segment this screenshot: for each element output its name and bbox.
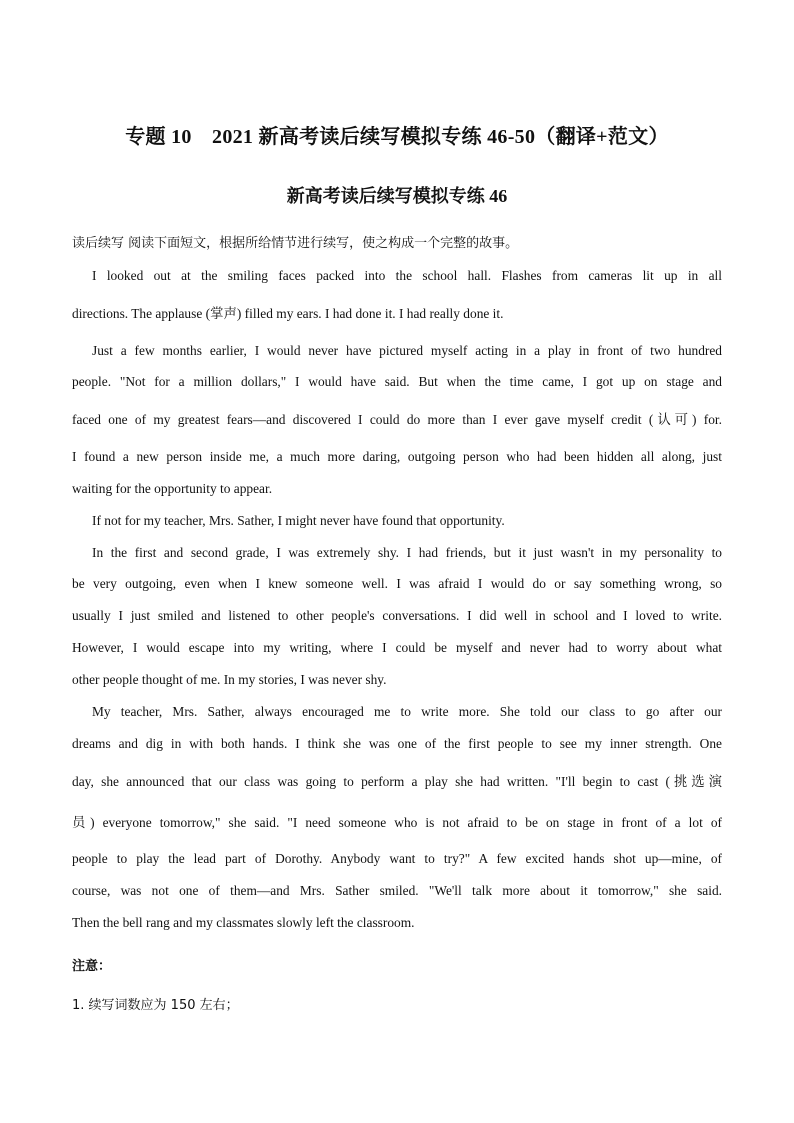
section-subtitle: 新高考读后续写模拟专练 46 — [286, 186, 508, 206]
passage-line: course, was not one of them—and Mrs. Sather smiled. "We'll talk more about it tomorrow," she said. — [72, 883, 722, 898]
passage-line: waiting for the opportunity to appear. — [72, 481, 273, 496]
passage-line: people. "Not for a million dollars," I would have said. But when the time came, I got up on stage and — [72, 374, 722, 389]
task-instruction: 读后续写 阅读下面短文，根据所给情节进行续写，使之构成一个完整的故事。 — [72, 236, 519, 251]
passage-line: people to play the lead part of Dorothy. Anybody want to try?" A few excited hands shot up—mine, of — [72, 851, 722, 866]
passage-line: dreams and dig in with both hands. I think she was one of the first people to see my inner strength. One — [72, 736, 722, 751]
passage-line: 员) everyone tomorrow," she said. "I need someone who is not afraid to be on stage in front of a lot of — [72, 815, 722, 830]
passage-line: I looked out at the smiling faces packed into the school hall. Flashes from cameras lit up in all — [92, 268, 722, 283]
passage-line: usually I just smiled and listened to other people's conversations. I did well in school and I loved to write. — [72, 608, 722, 623]
passage-line: faced one of my greatest fears—and discovered I could do more than I ever gave myself credit (认可) for. — [72, 412, 722, 427]
passage-line: other people thought of me. In my stories, I was never shy. — [72, 672, 387, 687]
passage-line: Just a few months earlier, I would never have pictured myself acting in a play in front of two hundred — [92, 343, 722, 358]
passage-line: be very outgoing, even when I knew someone well. I was afraid I would do or say something wrong, so — [72, 576, 722, 591]
passage-line: However, I would escape into my writing, where I could be myself and never had to worry about what — [72, 640, 722, 655]
document-title: 专题 10 2021 新高考读后续写模拟专练 46-50（翻译+范文） — [125, 126, 669, 148]
passage-line: If not for my teacher, Mrs. Sather, I might never have found that opportunity. — [92, 513, 505, 528]
passage-line: day, she announced that our class was going to perform a play she had written. "I'll begin to cast (挑选演 — [72, 774, 722, 789]
passage-line: directions. The applause (掌声) filled my ears. I had done it. I had really done it. — [72, 306, 504, 321]
note-item-1: 1. 续写词数应为 150 左右； — [72, 998, 239, 1013]
passage-line: My teacher, Mrs. Sather, always encouraged me to write more. She told our class to go after our — [92, 704, 722, 719]
note-label: 注意： — [72, 959, 112, 974]
passage-line: Then the bell rang and my classmates slowly left the classroom. — [72, 915, 415, 930]
passage-line: I found a new person inside me, a much more daring, outgoing person who had been hidden all along, just — [72, 449, 722, 464]
passage-line: In the first and second grade, I was extremely shy. I had friends, but it just wasn't in my personality to — [92, 545, 722, 560]
